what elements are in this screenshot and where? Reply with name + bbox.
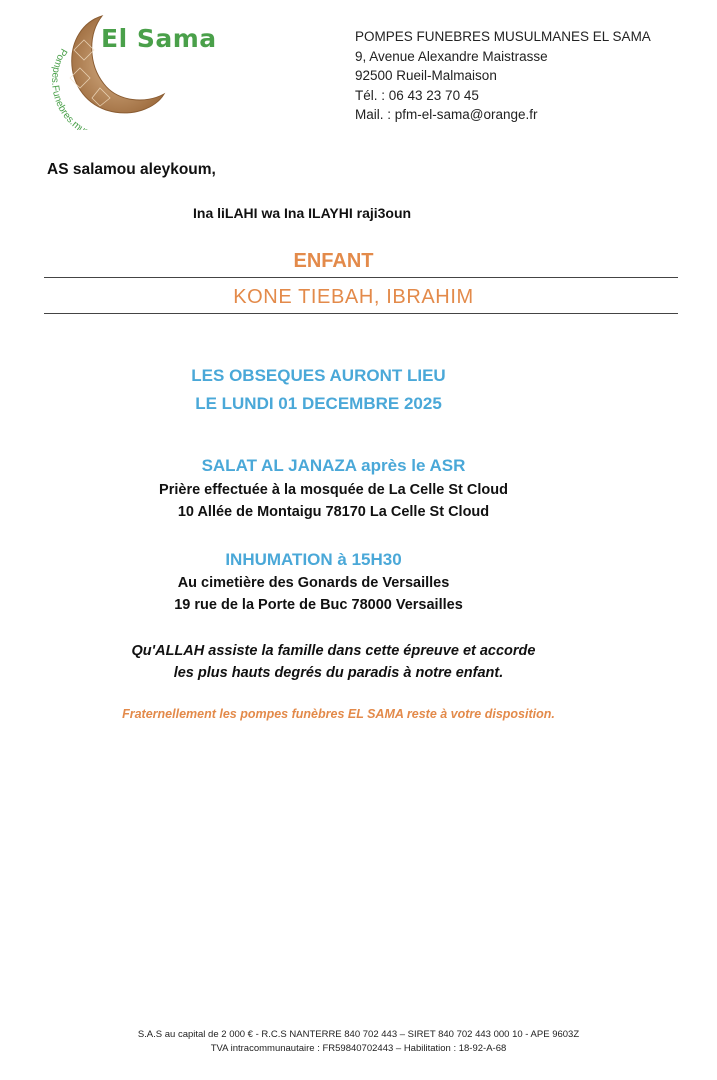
funeral-announcement: LES OBSEQUES AURONT LIEU — [191, 366, 446, 385]
legal-footer — [0, 1028, 717, 1056]
burial-address: 19 rue de la Porte de Buc 78000 Versailles — [174, 597, 463, 613]
footer-line-1: S.A.S au capital de 2 000 € - R.C.S NANTERRE 840 702 443 – SIRET 840 702 443 000 10 - APE 9603Z — [137, 1029, 580, 1040]
salat-place: Prière effectuée à la mosquée de La Celle St Cloud — [159, 482, 508, 498]
company-header — [355, 27, 651, 125]
logo-name: El Sama — [101, 24, 217, 53]
company-email: Mail. : pfm-el-sama@orange.fr — [355, 107, 538, 122]
salat-address: 10 Allée de Montaigu 78170 La Celle St Cloud — [177, 504, 490, 520]
greeting: AS salamou aleykoum, — [47, 161, 216, 178]
company-phone: Tél. : 06 43 23 70 45 — [355, 87, 479, 103]
company-city: 92500 Rueil-Malmaison — [355, 68, 497, 83]
deceased-name: KONE TIEBAH, IBRAHIM — [233, 286, 474, 308]
salat-title: SALAT AL JANAZA après le ASR — [201, 456, 466, 475]
prayer-line-1: Qu'ALLAH assiste la famille dans cette épreuve et accorde — [131, 643, 536, 659]
closing-note: Fraternellement les pompes funèbres EL SAMA reste à votre disposition. — [122, 707, 555, 721]
footer-line-2: TVA intracommunautaire : FR59840702443 – Habilitation : 18-92-A-68 — [210, 1043, 507, 1054]
condolence-phrase: Ina liLAHI wa Ina ILAYHI raji3oun — [193, 205, 412, 221]
divider-top — [44, 277, 678, 278]
funeral-date: LE LUNDI 01 DECEMBRE 2025 — [195, 394, 442, 413]
deceased-category: ENFANT — [293, 250, 374, 272]
company-address: 9, Avenue Alexandre Maistrasse — [355, 48, 548, 64]
company-name: POMPES FUNEBRES MUSULMANES EL SAMA — [355, 29, 651, 44]
divider-bottom — [44, 313, 678, 314]
logo-arc-text: Pompes.Funebres.mu — [49, 46, 88, 130]
burial-place: Au cimetière des Gonards de Versailles — [177, 575, 450, 591]
prayer-line-2: les plus hauts degrés du paradis à notre enfant. — [173, 665, 504, 681]
burial-title: INHUMATION à 15H30 — [225, 550, 402, 569]
